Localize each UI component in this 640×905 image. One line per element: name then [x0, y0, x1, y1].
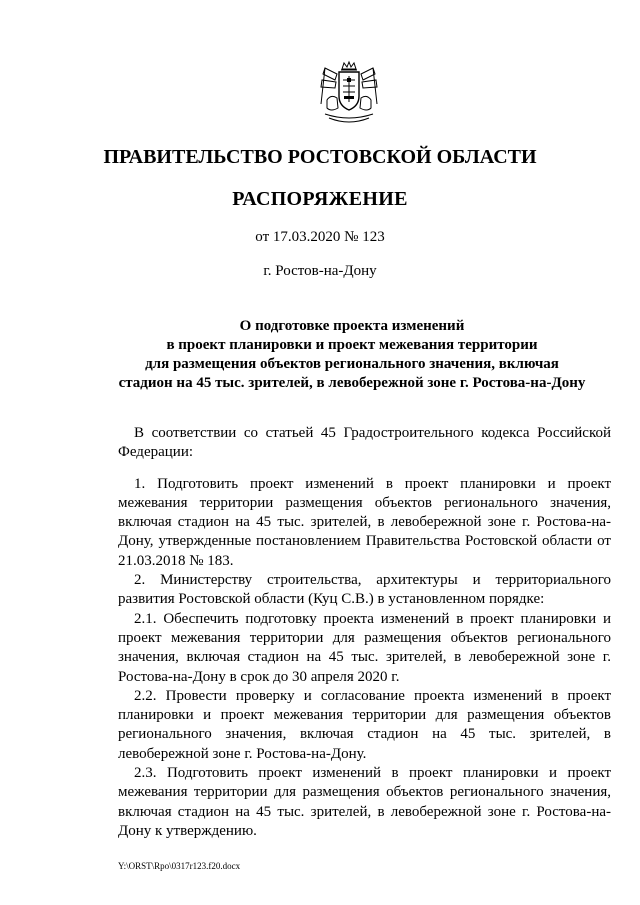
subject-line: для размещения объектов регионального значения, включая	[145, 356, 559, 372]
document-type: РАСПОРЯЖЕНИЕ	[232, 188, 408, 210]
document-subject	[80, 317, 624, 393]
subject-line: О подготовке проекта изменений	[239, 318, 465, 334]
paragraph-item-2: 2. Министерству строительства, архитектуры и территориального развития Ростовской области (Куц С.В.) в установленном порядке:	[118, 572, 611, 608]
paragraph-item-2-1: 2.1. Обеспечить подготовку проекта изменений в проект планировки и проект межевания территории для размещения объектов регионального значения, включая стадион на 45 тыс. зрителей, в левобережной зоне г. Ростова-на-Дону в срок до 30 апреля 2020 г.	[118, 610, 611, 685]
file-path: Y:\ORST\Rpo\0317r123.f20.docx	[118, 861, 241, 871]
paragraph-item-1: 1. Подготовить проект изменений в проект планировки и проект межевания территории размещения объектов регионального значения, включая стадион на 45 тыс. зрителей, в левобережной зоне г. Ростова-на-Дону, утвержденные постановлением Правительства Ростовской области от 21.03.2018 № 183.	[118, 475, 611, 569]
coat-of-arms-icon	[317, 60, 381, 126]
paragraph-item-2-3: 2.3. Подготовить проект изменений в проект планировки и проект межевания территории для размещения объектов регионального значения, включая стадион на 45 тыс. зрителей, в левобережной зоне г. Ростова-на-Дону к утверждению.	[118, 765, 611, 839]
city: г. Ростов-на-Дону	[263, 263, 377, 279]
subject-line: стадион на 45 тыс. зрителей, в левобережной зоне г. Ростова-на-Дону	[118, 375, 586, 391]
paragraph-item-2-2: 2.2. Провести проверку и согласование проекта изменений в проект планировки и проект межевания территории для размещения объектов регионального значения, включая стадион на 45 тыс. зрителей, в левобережной зоне г. Ростова-на-Дону.	[118, 687, 611, 762]
paragraph-preamble: В соответствии со статьей 45 Градостроительного кодекса Российской Федерации:	[118, 425, 611, 461]
document-body	[118, 424, 611, 841]
date-number: от 17.03.2020 № 123	[255, 229, 385, 245]
government-title: ПРАВИТЕЛЬСТВО РОСТОВСКОЙ ОБЛАСТИ	[103, 146, 537, 168]
subject-line: в проект планировки и проект межевания территории	[166, 337, 538, 353]
